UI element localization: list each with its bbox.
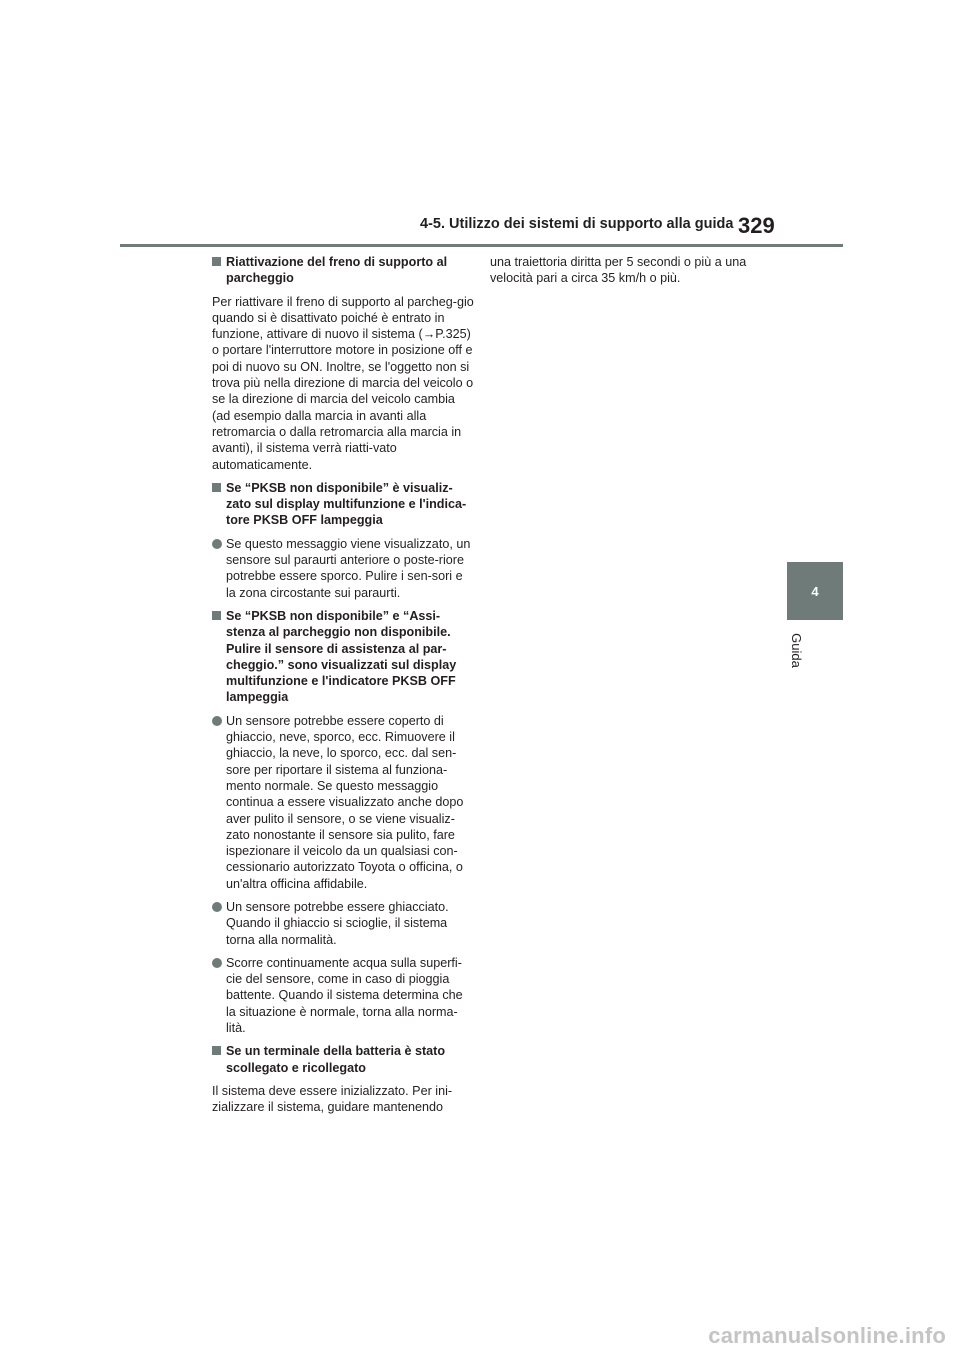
left-column	[212, 254, 474, 1123]
heading-text: Se un terminale della batteria è stato scollegato e ricollegato	[226, 1044, 446, 1075]
body-paragraph: una traiettoria diritta per 5 secondi o più a una velocità pari a circa 35 km/h o più.	[490, 255, 747, 286]
list-item-text: Scorre continuamente acqua sulla superfi-cie del sensore, come in caso di pioggia battente. Quando il sistema determina che la situazione è normale, torna alla norma-lità.	[226, 955, 463, 1036]
heading-text: Se “PKSB non disponibile” e “Assi-stenza al parcheggio non disponibile. Pulire il sensore di assistenza al par-cheggio.” sono visualizzati sul display multifunzione e l'indicatore PKSB OFF lampeggia	[226, 608, 457, 705]
circle-bullet-icon	[212, 902, 222, 912]
list-item	[212, 536, 474, 601]
section-title: 4-5. Utilizzo dei sistemi di supporto alla guida	[420, 216, 734, 232]
section-heading	[212, 254, 474, 287]
chapter-tab	[787, 562, 843, 620]
list-item-text: Se questo messaggio viene visualizzato, un sensore sul paraurti anteriore o poste-riore potrebbe essere sporco. Pulire i sen-sori e la zona circostante sui paraurti.	[226, 536, 471, 600]
heading-text: Riattivazione del freno di supporto al parcheggio	[226, 255, 448, 286]
list-item-text: Un sensore potrebbe essere coperto di ghiaccio, neve, sporco, ecc. Rimuovere il ghiaccio, la neve, lo sporco, ecc. dal sen-sore per riportare il sistema al funziona-mento normale. Se questo messaggio continua a essere visualizzato anche dopo aver pulito il sensore, o se viene visualiz-zato nonostante il sensore sia pulito, fare ispezionare il veicolo da un qualsiasi con-cessionario autorizzato Toyota o officina, o un'altra officina affidabile.	[226, 713, 464, 891]
list-item	[212, 899, 474, 948]
section-heading	[212, 608, 474, 706]
square-bullet-icon	[212, 1046, 221, 1055]
chapter-label-text: Guida	[788, 632, 804, 668]
list-item-text: Un sensore potrebbe essere ghiacciato. Quando il ghiaccio si scioglie, il sistema torna alla normalità.	[226, 899, 449, 947]
section-heading	[212, 480, 474, 529]
circle-bullet-icon	[212, 539, 222, 549]
square-bullet-icon	[212, 611, 221, 620]
watermark: carmanualsonline.info	[708, 1323, 946, 1348]
header-divider	[120, 244, 843, 247]
body-paragraph: Per riattivare il freno di supporto al parcheg-gio quando si è disattivato poiché è entrato in funzione, attivare di nuovo il sistema (→P.325) o portare l'interruttore motore in posizione off e poi di nuovo su ON. Inoltre, se l'oggetto non si trova più nella direzione di marcia del veicolo o se la direzione di marcia del veicolo cambia (ad esempio dalla marcia in avanti alla retromarcia o dalla retromarcia alla marcia in avanti), il sistema verrà riatti-vato automaticamente.	[212, 294, 474, 472]
list-item	[212, 713, 474, 892]
page-number: 329	[738, 213, 775, 238]
chapter-number: 4	[811, 583, 819, 599]
square-bullet-icon	[212, 257, 221, 266]
right-column	[490, 254, 748, 294]
circle-bullet-icon	[212, 716, 222, 726]
square-bullet-icon	[212, 483, 221, 492]
heading-text: Se “PKSB non disponibile” è visualiz-zato sul display multifunzione e l'indica-tore PKSB OFF lampeggia	[226, 480, 467, 528]
circle-bullet-icon	[212, 958, 222, 968]
section-heading	[212, 1043, 474, 1076]
chapter-label	[784, 630, 808, 670]
list-item	[212, 955, 474, 1036]
body-paragraph: Il sistema deve essere inizializzato. Per ini-zializzare il sistema, guidare mantenendo	[212, 1083, 453, 1115]
